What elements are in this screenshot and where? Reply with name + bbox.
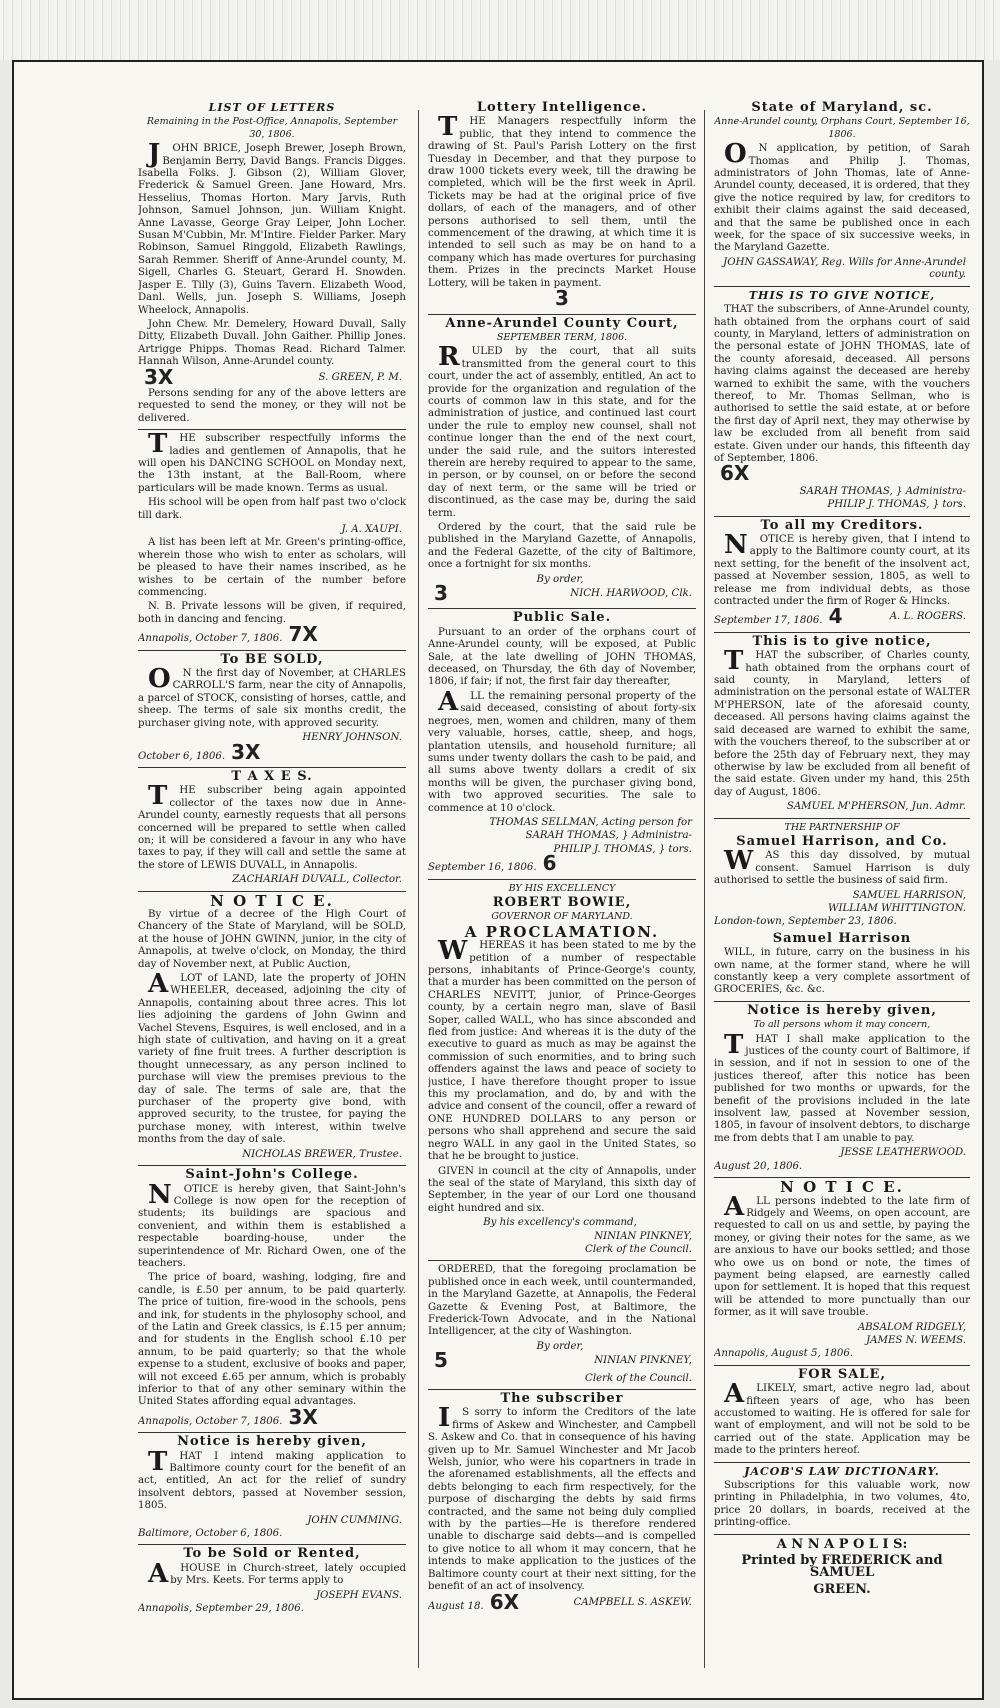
- sale-signature-3: PHILIP J. THOMAS, } tors.: [553, 843, 692, 855]
- college-title: Saint-John's College.: [185, 1167, 359, 1183]
- chancery-body-2: ALOT of LAND, late the property of JOHN WHEELER, deceased, adjoining the city of Annapolis, containing about three acres. This lot lies adjoining the gardens of John Gwinn and Vachel Stevens, Esquires, is well enclosed, and in a high state of cultivation, and having on it a great variety of fine fruit trees. A further description is thought unnecessary, as any person inclined to purchase will view the premises previous to the day of sale. The terms of sale are, that the purchaser of the property give bond, with approved security, to the trustee, for paying the purchase money, with interest, within twelve months from the day of sale.: [138, 969, 406, 1146]
- ordered-signature: NINIAN PINKNEY,: [594, 1355, 692, 1367]
- proclamation-name: ROBERT BOWIE,: [492, 894, 632, 910]
- lottery-body: THE Managers respectfully inform the public, that they intend to commence the drawing of St. Paul's Parish Lottery on the first Tuesday in December, and that they purpose to draw 1000 tickets every week, till the drawing be completed, which will be the first week in April. Tickets may be had at the original price of five dollars, of each of the managers, and of other persons authorised to sell them, until the commencement of the drawing, at which time it is intended to sell such as may be on hand to a company which has made overtures for purchasing them. Prizes in the precincts Market House Lottery, will be taken in payment.: [428, 112, 696, 289]
- letters-subtitle: Remaining in the Post-Office, Annapolis, September 30, 1806.: [146, 116, 398, 140]
- newspaper-page: [12, 60, 984, 1700]
- handwritten-mark: 7X: [288, 622, 318, 647]
- ordered-notice: [428, 1264, 696, 1385]
- college-notice: [138, 1169, 406, 1428]
- column-3: [714, 100, 970, 1678]
- thomas-signature-2: PHILIP J. THOMAS, } tors.: [827, 499, 966, 511]
- scan-top-margin: [0, 0, 1000, 60]
- ordered-by: By order,: [536, 1340, 584, 1352]
- creditors-notice: [714, 517, 970, 629]
- thomas-signature-1: SARAH THOMAS, } Administra-: [799, 485, 966, 497]
- creditors-title: To all my Creditors.: [760, 517, 924, 533]
- court-body-2: Ordered by the court, that the said rule be published in the Maryland Gazette, of Annapolis, and the Federal Gazette, of the city of Baltimore, once a fortnight for six months.: [428, 522, 696, 571]
- cumming-date: Baltimore, October 6, 1806.: [138, 1528, 283, 1540]
- chancery-body: By virtue of a decree of the High Court of Chancery of the State of Maryland, will be SOLD, at the house of JOHN GWINN, junior, in the city of Annapolis, at twelve o'clock, on Monday, the third day of November next, at Public Auction,: [138, 908, 406, 970]
- divider: [428, 1389, 696, 1390]
- handwritten-mark: 3X: [144, 364, 174, 389]
- divider: [428, 608, 696, 609]
- mpherson-title: This is to give notice,: [752, 633, 932, 649]
- state-notice: [714, 102, 970, 282]
- chancery-title: N O T I C E.: [210, 891, 334, 910]
- ridgely-date: Annapolis, August 5, 1806.: [714, 1348, 854, 1360]
- divider: [138, 1165, 406, 1166]
- askew-date: August 18.: [428, 1600, 484, 1612]
- proclamation-title: A PROCLAMATION.: [464, 922, 660, 941]
- sale-date: September 16, 1806.: [428, 862, 537, 874]
- rent-date: Annapolis, September 29, 1806.: [138, 1603, 305, 1615]
- handwritten-mark: 6X: [720, 461, 750, 486]
- ridgely-signature-1: ABSALOM RIDGELY,: [857, 1321, 966, 1333]
- askew-body: IS sorry to inform the Creditors of the late firms of Askew and Winchester, and Campbell S. Askew and Co. that in consequence of his having given up to Mr. Samuel Winchester and Mr Jacob Welsh, junior, who were his copartners in trade in the aforenamed establishments, all the effects and debts belonging to each firm respectively, for the purpose of discharging the debts by said firms contracted, and the same not being duly complied with by the parties—He is therefore rendered unable to discharge said debts—and is compelled to give notice to all whom it may concern, that he intends to make application to the justices of the Baltimore county court at their next sitting, for the benefit of an act of insolvency.: [428, 1403, 696, 1593]
- lottery-notice: [428, 102, 696, 310]
- mpherson-notice: [714, 633, 970, 814]
- column-2: [428, 100, 696, 1678]
- state-signature: JOHN GASSAWAY, Reg. Wills for Anne-Arundel county.: [723, 256, 966, 281]
- taxes-signature: ZACHARIAH DUVALL, Collector.: [232, 874, 402, 886]
- partnership-signature-2: WILLIAM WHITTINGTON.: [828, 902, 966, 914]
- imprint-printers-2: GREEN.: [813, 1581, 871, 1597]
- sale-notice: [428, 612, 696, 874]
- thomas-title: THIS IS TO GIVE NOTICE,: [748, 288, 936, 302]
- handwritten-mark: 6: [542, 851, 557, 876]
- harrison-body: WILL, in future, carry on the business in his own name, at the former stand, where he will constantly keep a very complete assortment of GROCERIES, &c. &c.: [714, 947, 970, 996]
- proclamation-given: GIVEN in council at the city of Annapolis, under the seal of the state of Maryland, this sixth day of September, in the year of our Lord one thousand eight hundred and six.: [428, 1165, 696, 1214]
- askew-notice: [428, 1393, 696, 1613]
- column-1: [138, 100, 406, 1678]
- state-subtitle: Anne-Arundel county, Orphans Court, September 16, 1806.: [714, 116, 970, 140]
- thomas-notice: [714, 290, 970, 512]
- handwritten-mark: 4: [828, 604, 843, 629]
- harrison-notice: [714, 930, 970, 997]
- letters-note: Persons sending for any of the above letters are requested to send the money, or they will not be delivered.: [138, 387, 406, 424]
- askew-title: The subscriber: [500, 1391, 624, 1406]
- dictionary-body: Subscriptions for this valuable work, now printing in Philadelphia, in two volumes, 4to, price 20 dollars, in boards, received at the printing-office.: [714, 1480, 970, 1529]
- thomas-body: THAT the subscribers, of Anne-Arundel county, hath obtained from the orphans court of said county, in Maryland, letters of administration on the personal estate of JOHN THOMAS, late of the county aforesaid, deceased. All persons having claims against the deceased are hereby warned to exhibit the same, with the vouchers thereof, to Mr. Thomas Sellman, who is authorised to settle the said estate, at or before the first day of April next, they may otherwise by law be excluded from all benefit from said estate. Given under our hands, this fifteenth day of September, 1806.: [714, 304, 970, 464]
- proclamation: [428, 883, 696, 1257]
- sold-signature: HENRY JOHNSON.: [302, 732, 402, 744]
- harrison-title: Samuel Harrison: [772, 930, 912, 946]
- ordered-clerk: Clerk of the Council.: [585, 1372, 692, 1384]
- divider: [714, 286, 970, 287]
- divider: [138, 1432, 406, 1433]
- sold-title: To BE SOLD,: [220, 651, 324, 667]
- mpherson-body: THAT the subscriber, of Charles county, hath obtained from the orphans court of said county, in Maryland, letters of administration on the personal estate of WALTER M'PHERSON, late of the aforesaid county, deceased. All persons having claims against the said deceased are warned to exhibit the same, with the vouchers thereof, to the subscriber at or before the 25th day of February next, they may otherwise by law be excluded from all benefit of the said estate. Given under my hand, this 25th day of August, 1806.: [714, 646, 970, 798]
- divider: [428, 1260, 696, 1261]
- divider: [138, 1544, 406, 1545]
- handwritten-mark: 6X: [489, 1589, 520, 1614]
- sale-signature-1: THOMAS SELLMAN, Acting person for: [489, 816, 692, 828]
- sale-body: Pursuant to an order of the orphans court of Anne-Arundel county, will be exposed, at Public Sale, at the late dwelling of JOHN THOMAS, deceased, on Thursday, the 6th day of November, 1806, if fair; if not, the first fair day thereafter,: [428, 626, 696, 688]
- creditors-date: September 17, 1806.: [714, 615, 823, 627]
- dancing-body-4: N. B. Private lessons will be given, if required, both in dancing and fencing.: [138, 601, 406, 625]
- partnership-body: WAS this day dissolved, by mutual consent. Samuel Harrison is duly authorised to settle the business of said firm.: [714, 846, 970, 887]
- imprint-city: A N N A P O L I S:: [776, 1536, 908, 1552]
- divider: [428, 879, 696, 880]
- dancing-notice: [138, 429, 406, 647]
- imprint-printers: Printed by FREDERICK and SAMUEL: [741, 1553, 943, 1581]
- ridgely-signature-2: JAMES N. WEEMS.: [866, 1334, 966, 1346]
- ordered-body: ORDERED, that the foregoing proclamation be published once in each week, until countermanded, in the Maryland Gazette, at Annapolis, the Federal Gazette & Evening Post, at Baltimore, the Frederick-Town Advocate, and in the National Intelligencer, at the city of Washington.: [428, 1264, 696, 1338]
- cumming-signature: JOHN CUMMING.: [307, 1514, 402, 1526]
- partnership-title: THE PARTNERSHIP OF: [784, 821, 900, 833]
- sale-body-2: ALL the remaining personal property of the said deceased, consisting of about forty-six negroes, men, women and children, many of them very valuable, horses, cattle, sheep, and hogs, plantation utensils, and household furniture; all sums under twenty dollars the cash to be paid, and all sums above twenty dollars a credit of six months will be given, the purchaser giving bond, with two approved securities. The sale to commence at 10 o'clock.: [428, 686, 696, 814]
- state-title: State of Maryland, sc.: [751, 100, 933, 115]
- divider: [138, 429, 406, 430]
- sold-notice: [138, 651, 406, 764]
- sale-signature-2: SARAH THOMAS, } Administra-: [525, 830, 692, 842]
- proclamation-command: By his excellency's command,: [483, 1217, 637, 1229]
- ridgely-title: N O T I C E.: [780, 1178, 904, 1197]
- rent-title: To be Sold or Rented,: [183, 1546, 361, 1562]
- chancery-notice: [138, 891, 406, 1162]
- letters-body: JOHN BRICE, Joseph Brewer, Joseph Brown, Benjamin Berry, David Bangs. Francis Digges. Isabella Folks. J. Gibson (2), William Glover, Frederick & Samuel Green. Jane Howard, Mrs. Hesselius, Thomas Horton. Mary Jarvis, Ruth Johnson, Samuel Johnson, jun. William Knight. Anne Lavasse, George Gray Leiper, John Locher. Susan M'Cubbin, Mr. M'Intire. Fielder Parker. Mary Robinson, Samuel Ringgold, Elizabeth Rawlings, Sarah Remmer. Sheriff of Anne-Arundel county, M. Sigell, Charles G. Steuart, Gerard H. Snowden. Jasper E. Tilly (3), Guins Tavern. Elizabeth Wood, Danl. Wells, jun. Joseph S. Williams, Joseph Wheelock, Annapolis.: [138, 139, 406, 316]
- court-by: By order,: [536, 573, 584, 585]
- cumming-title: Notice is hereby given,: [177, 1434, 367, 1450]
- taxes-body: THE subscriber being again appointed collector of the taxes now due in Anne-Arundel county, earnestly requests that all persons concerned will be prepared to settle when called on; it will be considered a favour in any who have taxes to pay, if they will call and settle the same at the store of LEWIS DUVALL, in Annapolis.: [138, 781, 406, 871]
- partnership-signature-1: SAMUEL HARRISON,: [852, 889, 966, 901]
- leatherwood-title: Notice is hereby given,: [747, 1002, 937, 1018]
- dictionary-title: JACOB'S LAW DICTIONARY.: [744, 1464, 940, 1478]
- leatherwood-notice: [714, 1002, 970, 1173]
- letters-body-2: John Chew. Mr. Demelery, Howard Duvall, Sally Ditty, Elizabeth Duvall. John Gaither. Phillip Jones. Artrigge Phipps. Thomas Read. Richard Talmer. Hannah Wilson, Anne-Arundel county.: [138, 318, 406, 368]
- divider: [138, 650, 406, 651]
- column-rule: [418, 110, 419, 1668]
- proclamation-clerk: Clerk of the Council.: [585, 1243, 692, 1255]
- dictionary-notice: [714, 1466, 970, 1530]
- proclamation-governor: GOVERNOR OF MARYLAND.: [491, 911, 633, 923]
- askew-signature: CAMPBELL S. ASKEW.: [573, 1596, 692, 1608]
- chancery-signature: NICHOLAS BREWER, Trustee.: [242, 1148, 402, 1160]
- proclamation-signature: NINIAN PINKNEY,: [594, 1230, 692, 1242]
- cumming-body: THAT I intend making application to Baltimore county court for the benefit of an act, entitled, An act for the relief of sundry insolvent debtors, passed at November session, 1805.: [138, 1446, 406, 1512]
- letters-notice: [138, 102, 406, 425]
- college-body-2: The price of board, washing, lodging, fire and candle, is £.50 per annum, to be paid quarterly. The price of tuition, fire-wood in the schools, pens and ink, for students in the phylosophy school, and of the Latin and Greek classics, is £.15 per annum; and for students in the English school £.10 per annum, to be paid quarterly; so that the whole expense to a student, exclusive of books and paper, will not exceed £.65 per annum, which is probably inferior to that of any other seminary within the United States affording equal advantages.: [138, 1272, 406, 1408]
- handwritten-mark: 3X: [288, 1404, 318, 1429]
- court-signature: NICH. HARWOOD, Clk.: [570, 588, 692, 600]
- sold-body: ON the first day of November, at CHARLES CARROLL'S farm, near the city of Annapolis, a parcel of STOCK, consisting of horses, cattle, and sheep. The terms of sale six months credit, the purchaser giving note, with approved security.: [138, 664, 406, 729]
- letters-title: LIST OF LETTERS: [208, 101, 336, 114]
- divider: [714, 1001, 970, 1002]
- handwritten-mark: 3: [555, 286, 569, 311]
- lottery-title: Lottery Intelligence.: [476, 100, 648, 115]
- forsale-title: FOR SALE,: [798, 1366, 886, 1382]
- divider: [714, 1462, 970, 1463]
- partnership-title-2: Samuel Harrison, and Co.: [736, 833, 948, 849]
- cumming-notice: [138, 1436, 406, 1540]
- imprint: [714, 1536, 970, 1597]
- handwritten-mark: 3: [434, 581, 448, 606]
- partnership-notice: [714, 822, 970, 929]
- state-body: ON application, by petition, of Sarah Thomas and Philip J. Thomas, administrators of John Thomas, late of Anne-Arundel county, deceased, it is ordered, that they give the notice required by law, for creditors to exhibit their claims against the said deceased, and that the same be published once in each week, for the space of six successive weeks, in the Maryland Gazette.: [714, 139, 970, 254]
- sold-date: October 6, 1806.: [138, 750, 226, 762]
- leatherwood-body: THAT I shall make application to the justices of the county court of Baltimore, if in session, and if not in session to one of the justices thereof, after this notice has been published for two months or upwards, for the benefit of the provisions included in the late insolvent law, passed at November session, 1805, in favour of insolvent debtors, to discharge me from debts that I am unable to pay.: [714, 1029, 970, 1144]
- divider: [714, 1365, 970, 1366]
- letters-signature: S. GREEN, P. M.: [318, 371, 402, 383]
- column-rule: [704, 110, 705, 1668]
- creditors-signature: A. L. ROGERS.: [889, 611, 966, 623]
- mpherson-signature: SAMUEL M'PHERSON, Jun. Admr.: [786, 801, 966, 813]
- rent-body: AHOUSE in Church-street, lately occupied by Mrs. Keets. For terms apply to: [148, 1558, 406, 1589]
- leatherwood-subtitle: To all persons whom it may concern,: [753, 1019, 931, 1031]
- court-title: Anne-Arundel County Court,: [445, 315, 679, 331]
- dancing-date: Annapolis, October 7, 1806.: [138, 633, 283, 645]
- dancing-signature: J. A. XAUPI.: [341, 524, 402, 535]
- rent-signature: JOSEPH EVANS.: [315, 1589, 402, 1601]
- taxes-notice: [138, 768, 406, 887]
- dancing-body-3: A list has been left at Mr. Green's printing-office, wherein those who wish to enter as scholars, will be pleased to have their names inscribed, as he wishes to be certain of the number before commencing.: [138, 537, 406, 599]
- court-body: RULED by the court, that all suits transmitted from the general court to this court, under the act of assembly, entitled, An act to provide for the organization and regulation of the courts of common law in this state, and for the administration of justice, and continued last court under the rule to employ new counsel, shall not continue longer than the end of the next court, under the said rule, and the suitors interested therein are hereby required to appear to the same, in person, or by counsel, on or before the second day of next term, or the same will be tried or discontinued, as the case may be, during the said term.: [428, 342, 696, 519]
- college-date: Annapolis, October 7, 1806.: [138, 1415, 283, 1427]
- proclamation-body: WHEREAS it has been stated to me by the petition of a number of respectable persons, inhabitants of Prince-George's county, that a murder has been committed on the person of CHARLES NEVITT, junior, of Prince-Georges county, by a certain negro man, slave of Basil Soper, called WALL, who has since absconded and fled from justice: And whereas it is the duty of the executive to guard as much as may be against the commission of such enormities, and to bring such offenders against the laws and peace of society to justice, I have therefore thought proper to issue this my proclamation, and do, by and with the advice and consent of the council, offer a reward of ONE HUNDRED DOLLARS to any person or persons who shall apprehend and secure the said negro WALL in any gaol in the United States, so that he be brought to justice.: [428, 936, 696, 1163]
- proclamation-by: BY HIS EXCELLENCY: [508, 882, 616, 894]
- divider: [428, 314, 696, 315]
- creditors-body: NOTICE is hereby given, that I intend to apply to the Baltimore county court, at its next setting, for the benefit of the insolvent act, passed at November session, 1805, as well to release me from individual debts, as those contracted under the firm of Roger & Hincks.: [714, 530, 970, 608]
- forsale-body: ALIKELY, smart, active negro lad, about fifteen years of age, who has been accustomed to waiting. He is offered for sale for want of employment, and will not be sold to be carried out of the state. Application may be made to the printers hereof.: [714, 1379, 970, 1457]
- partnership-date: London-town, September 23, 1806.: [714, 916, 897, 928]
- ridgely-notice: [714, 1178, 970, 1361]
- sale-title: Public Sale.: [512, 610, 612, 626]
- dancing-body-2: His school will be open from half past two o'clock till dark.: [138, 497, 406, 521]
- taxes-title: T A X E S.: [231, 768, 313, 784]
- divider: [714, 632, 970, 633]
- divider: [714, 818, 970, 819]
- handwritten-mark: 3X: [231, 739, 261, 764]
- forsale-notice: [714, 1366, 970, 1458]
- leatherwood-date: August 20, 1806.: [714, 1160, 803, 1172]
- dancing-body: THE subscriber respectfully informs the ladies and gentlemen of Annapolis, that he will open his DANCING SCHOOL on Monday next, the 13th instant, at the Ball-Room, where particulars will be made known. Terms as usual.: [138, 429, 406, 494]
- divider: [714, 516, 970, 517]
- handwritten-mark: 5: [434, 1348, 448, 1373]
- leatherwood-signature: JESSE LEATHERWOOD.: [840, 1147, 966, 1159]
- court-subtitle: SEPTEMBER TERM, 1806.: [496, 331, 628, 343]
- divider: [138, 767, 406, 768]
- rent-notice: [138, 1548, 406, 1615]
- ridgely-body: ALL persons indebted to the late firm of Ridgely and Weems, on open account, are requested to call on us and settle, by paying the money, or giving their notes for the same, as we are anxious to have our books settled; and those who owe us on bond or note, the times of payment being elapsed, are earnestly called upon for settlement. It is hoped that this request will be attended to more punctually than our former, as it will save trouble.: [714, 1191, 970, 1319]
- college-body: NOTICE is hereby given, that Saint-John's College is now open for the reception of students; its buildings are spacious and convenient, and within them is established a respectable boarding-house, under the superintendence of Mr. Richard Owen, one of the teachers.: [138, 1179, 406, 1269]
- divider: [714, 1534, 970, 1535]
- court-notice: [428, 315, 696, 606]
